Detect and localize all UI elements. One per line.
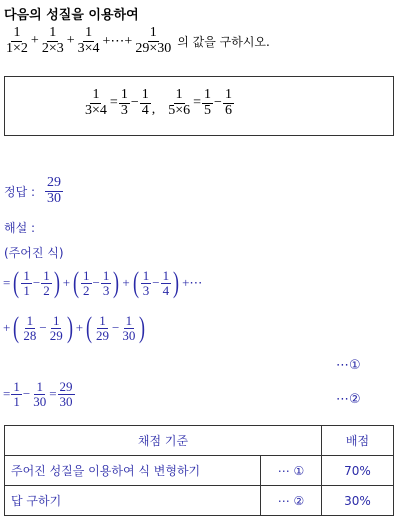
- grading-step: ⋯ ①: [261, 456, 322, 486]
- step-marker-2: ⋯②: [336, 392, 361, 407]
- table-row: [5, 486, 394, 516]
- term-3: $\frac{1}{3\times 4}$: [77, 25, 100, 56]
- solution-line-2: + ( $\frac{1}{28}$ − $\frac{1}{29}$ ) + ( $\frac{1}{29}$ − $\frac{1}{30}$ ): [3, 311, 146, 344]
- problem-title: 다음의 성질을 이용하여: [4, 8, 139, 23]
- problem-expression: [4, 26, 270, 56]
- grading-step: ⋯ ②: [261, 486, 322, 516]
- grading-header-criteria: 채점 기준: [5, 426, 322, 456]
- grading-header-points: 배점: [322, 426, 394, 456]
- grading-points: 70%: [322, 456, 394, 486]
- term-2: $\frac{1}{2\times 3}$: [41, 25, 64, 56]
- term-last: $\frac{1}{29\times 30}$: [135, 25, 172, 56]
- plus-op: +: [66, 33, 75, 49]
- solution-line-1: = ( $\frac{1}{1}$ − $\frac{1}{2}$ ) + ( $\frac{1}{2}$ − $\frac{1}{3}$ ) + ( $\frac{1}{3}$ − $\frac{1}{4}$ ) +⋯: [3, 266, 203, 299]
- table-row: [5, 456, 394, 486]
- grading-criteria: 주어진 성질을 이용하여 식 변형하기: [5, 456, 261, 486]
- plus-op: +: [30, 33, 39, 49]
- ellipsis-op: +⋯+: [102, 33, 133, 49]
- solution-label: 해설 :: [4, 221, 36, 235]
- term-1: $\frac{1}{1\times 2}$: [6, 25, 28, 56]
- grading-criteria: 답 구하기: [5, 486, 261, 516]
- grading-points: 30%: [322, 486, 394, 516]
- property-box: $\frac{1}{3\times 4}$ = $\frac{1}{3}$ − $\frac{1}{4}$ , $\frac{1}{5\times 6}$ = $\frac{1}{5}$ − $\frac{1}{6}$: [4, 76, 394, 136]
- answer-label: 정답 :: [4, 184, 36, 199]
- grading-table: [4, 425, 394, 516]
- problem-suffix: 의 값을 구하시오.: [177, 34, 270, 49]
- answer: [4, 176, 63, 206]
- grading-header-row: [5, 426, 394, 456]
- solution-given: (주어진 식): [4, 246, 64, 260]
- solution-line-3: = $\frac{1}{1}$ − $\frac{1}{30}$ = $\frac{29}{30}$: [3, 379, 73, 409]
- step-marker-1: ⋯①: [336, 358, 361, 373]
- answer-value: $\frac{29}{30}$: [47, 175, 62, 206]
